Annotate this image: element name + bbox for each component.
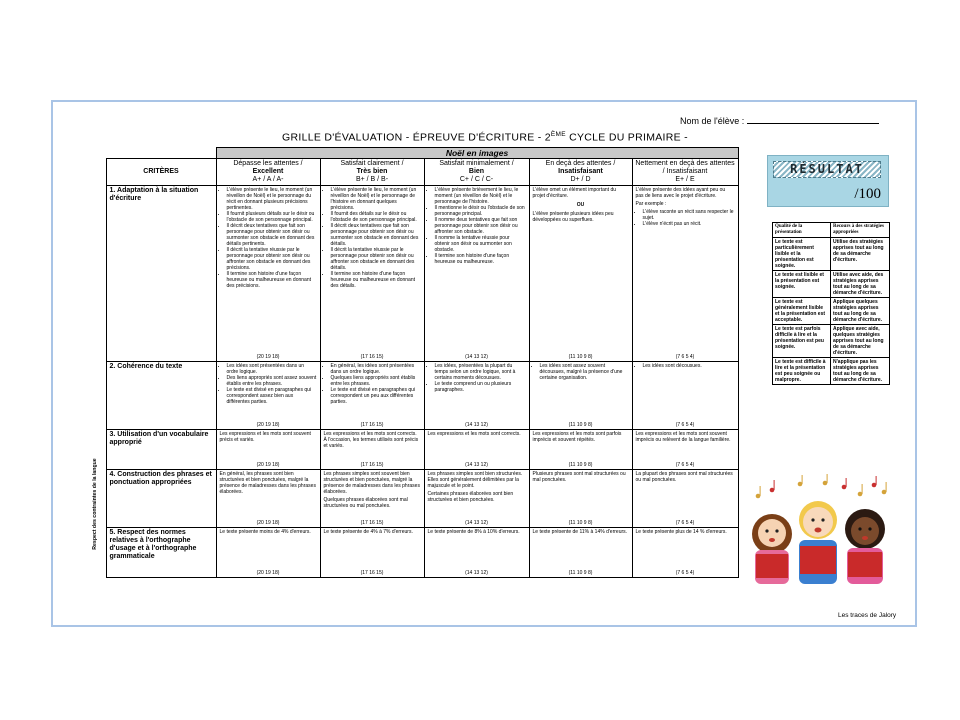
descriptor-cell — [320, 362, 424, 430]
criterion-text: 4. Construction des phrases et ponctuation appropriées — [109, 471, 212, 486]
result-stamp — [773, 161, 881, 178]
student-name-label: Nom de l'élève : — [680, 116, 745, 126]
descriptor-text: L'élève présente des idées ayant peu ou pas de liens avec le projet d'écriture. — [635, 187, 726, 199]
student-name-line[interactable] — [747, 115, 879, 124]
level-name: Bien — [468, 168, 485, 175]
level-header — [424, 159, 529, 186]
level-header — [529, 159, 632, 186]
score-scale: (14 13 12) — [465, 462, 488, 468]
score-scale: (17 16 15) — [360, 354, 384, 360]
blank-cell — [84, 186, 106, 362]
descriptor-cell — [320, 430, 424, 470]
descriptor-text: Le texte présente moins de 4% d'erreurs. — [219, 529, 311, 535]
criterion-text: 1. Adaptation à la situation d'écriture — [109, 187, 199, 202]
descriptor-text: Certaines phrases élaborées sont bien structurées et bien ponctuées. — [427, 491, 514, 503]
descriptor-cell — [424, 470, 529, 528]
score-scale: (11 10 9 8) — [568, 354, 593, 360]
criterion-label — [106, 186, 216, 362]
legend-strategies-cell: N'applique pas les stratégies apprises tout au long de sa démarche d'écriture. — [831, 358, 890, 385]
descriptor-item: • En général, les idées sont présentées dans un ordre logique. — [331, 363, 421, 375]
score-scale: (7 6 5 4) — [675, 570, 695, 576]
result-stamp-text: RÉSULTAT — [790, 162, 864, 176]
score-scale: (14 13 12) — [465, 570, 488, 576]
level-grades: D+ / D — [570, 176, 591, 183]
score-scale: (11 10 9 8) — [568, 570, 593, 576]
level-grades: E+ / E — [675, 176, 695, 183]
level-title: Satisfait clairement / — [340, 160, 404, 167]
level-grades: A+ / A / A- — [252, 176, 284, 183]
descriptor-item: • Le texte comprend un ou plusieurs paragraphes. — [435, 381, 526, 393]
descriptor-item: • Des liens appropriés sont assez souvent établis entre les phrases. — [227, 375, 317, 387]
descriptor-item: • Il décrit la tentative réussie par le personnage pour obtenir son désir ou affronter son obstacle en donnant des précisions. — [227, 247, 317, 271]
descriptor-item: • Il nomme deux tentatives que fait son personnage pour obtenir son désir ou affronter son obstacle. — [435, 217, 526, 235]
level-grades: B+ / B / B- — [355, 176, 389, 183]
title-tail: CYCLE DU PRIMAIRE - — [565, 131, 688, 144]
descriptor-cell — [632, 430, 738, 470]
side-label-text: Respect des contraintes de la langue — [91, 457, 98, 550]
evaluation-grid — [84, 147, 739, 578]
score-scale: (17 16 15) — [360, 422, 384, 428]
title-sup: ÈME — [550, 131, 566, 138]
score-scale: (20 19 18) — [256, 422, 280, 428]
descriptor-text: Les expressions et les mots sont corrects. À l'occasion, les termes utilisés sont précis et variés. — [323, 431, 419, 449]
criterion-row — [84, 430, 738, 470]
descriptor-text: Le texte présente de 11% à 14% d'erreurs. — [532, 529, 628, 535]
descriptor-item: • Les idées sont présentées dans un ordre logique. — [227, 363, 317, 375]
score-scale: (7 6 5 4) — [675, 520, 695, 526]
descriptor-cell — [529, 186, 632, 362]
legend-strategies-cell: Utilise des stratégies apprises tout au long de sa démarche d'écriture. — [831, 238, 890, 271]
legend-presentation-cell: Le texte est difficile à lire et la présentation est peu soignée ou malpropre. — [773, 358, 831, 385]
criterion-row — [84, 528, 738, 578]
legend-table — [772, 222, 890, 385]
score-scale: (20 19 18) — [256, 570, 280, 576]
descriptor-cell — [216, 362, 320, 430]
descriptor-item: • Les idées sont assez souvent décousues, malgré la présence d'une certaine organisation. — [540, 363, 629, 381]
descriptor-cell — [632, 186, 738, 362]
descriptor-item: • L'élève présente le lieu, le moment (un réveillon de Noël) et le personnage du récit en donnant plusieurs précisions pertinentes. — [227, 187, 317, 211]
descriptor-item: • Il termine son histoire d'une façon heureuse ou malheureuse en donnant des précisions. — [227, 271, 317, 289]
legend-row — [773, 325, 890, 358]
level-name: Excellent — [252, 168, 284, 175]
score-scale: (20 19 18) — [256, 354, 280, 360]
criterion-label — [106, 430, 216, 470]
blank-cell — [84, 148, 106, 159]
criteria-header: CRITÈRES — [106, 159, 216, 186]
level-title: Dépasse les attentes / — [233, 160, 303, 167]
descriptor-text: OU — [576, 202, 585, 208]
student-name-field — [680, 115, 879, 126]
descriptor-cell — [529, 430, 632, 470]
theme-banner: Noël en images — [216, 148, 738, 159]
score-scale: (17 16 15) — [360, 570, 384, 576]
score-scale: (7 6 5 4) — [675, 354, 695, 360]
descriptor-item: • Il décrit deux tentatives que fait son personnage pour obtenir son désir ou surmonter son obstacle en donnant des détails pertinents. — [227, 223, 317, 247]
level-title: En deçà des attentes / — [545, 160, 616, 167]
criterion-row — [84, 186, 738, 362]
descriptor-cell — [216, 430, 320, 470]
level-header — [320, 159, 424, 186]
score-scale: (11 10 9 8) — [568, 520, 593, 526]
descriptor-text: Quelques phrases élaborées sont mal structurées ou mal ponctuées. — [323, 497, 408, 509]
descriptor-cell — [632, 528, 738, 578]
legend-row — [773, 358, 890, 385]
descriptor-item: • Il termine son histoire d'une façon heureuse ou malheureuse. — [435, 253, 526, 265]
legend-row — [773, 238, 890, 271]
legend-presentation-cell: Le texte est particulièrement lisible et la présentation est soignée. — [773, 238, 831, 271]
descriptor-cell — [632, 362, 738, 430]
legend-row — [773, 298, 890, 325]
level-title: Nettement en deçà des attentes / Insatisfaisant — [635, 160, 735, 175]
score-scale: (17 16 15) — [360, 462, 384, 468]
title-main: GRILLE D'ÉVALUATION - ÉPREUVE D'ÉCRITURE - 2 — [282, 131, 551, 144]
descriptor-item: • L'élève n'écrit pas un récit. — [643, 221, 735, 227]
score-scale: (14 13 12) — [465, 520, 488, 526]
level-grades: C+ / C / C- — [459, 176, 494, 183]
score-scale: (14 13 12) — [465, 354, 488, 360]
descriptor-cell — [216, 186, 320, 362]
score-scale: (7 6 5 4) — [675, 422, 695, 428]
descriptor-item: • Il mentionne le désir ou l'obstacle de son personnage principal. — [435, 205, 526, 217]
criterion-label — [106, 362, 216, 430]
descriptor-cell — [424, 430, 529, 470]
legend-header-strategies: Recours à des stratégies appropriées — [831, 223, 890, 238]
level-title: Satisfait minimalement / — [439, 160, 514, 167]
legend-header-presentation: Qualité de la présentation — [773, 223, 831, 238]
descriptor-cell — [216, 528, 320, 578]
score-scale: (7 6 5 4) — [675, 462, 695, 468]
credit-text: Les traces de Jalory — [838, 612, 897, 619]
descriptor-text: Plusieurs phrases sont mal structurées ou mal ponctuées. — [532, 471, 626, 483]
descriptor-text: Les expressions et les mots sont parfois imprécis et souvent répétés. — [532, 431, 622, 443]
descriptor-text: Le texte présente plus de 14 % d'erreurs. — [635, 529, 727, 535]
blank-cell — [106, 148, 216, 159]
descriptor-item: • Quelques liens appropriés sont établis entre les phrases. — [331, 375, 421, 387]
descriptor-item: • Il termine son histoire d'une façon heureuse ou malheureuse en donnant des détails. — [331, 271, 421, 289]
descriptor-text: Le texte présente de 8% à 10% d'erreurs. — [427, 529, 520, 535]
descriptor-cell — [529, 528, 632, 578]
legend-presentation-cell: Le texte est lisible et la présentation est soignée. — [773, 271, 831, 298]
descriptor-item: • Il décrit deux tentatives que fait son personnage pour obtenir son désir ou surmonter son obstacle en donnant des détails. — [331, 223, 421, 247]
descriptor-text: L'élève omet un élément important du projet d'écriture. — [532, 187, 617, 199]
descriptor-cell — [320, 186, 424, 362]
descriptor-text: Les phrases simples sont bien structurées. Elles sont généralement délimitées par la majuscule et le point. — [427, 471, 523, 489]
descriptor-text: Les expressions et les mots sont souvent imprécis ou relèvent de la langue familière. — [635, 431, 731, 443]
descriptor-cell — [424, 186, 529, 362]
descriptor-cell — [320, 528, 424, 578]
legend-strategies-cell: Applique quelques stratégies apprises tout au long de sa démarche d'écriture. — [831, 298, 890, 325]
descriptor-cell — [632, 470, 738, 528]
score-scale: (17 16 15) — [360, 520, 384, 526]
descriptor-item: • Le texte est divisé en paragraphes qui correspondent un peu aux différentes parties. — [331, 387, 421, 405]
descriptor-item: • L'élève raconte un récit sans respecter le sujet. — [643, 209, 735, 221]
descriptor-text: Les phrases simples sont souvent bien structurées et bien ponctuées, malgré la présence de maladresses dans les phrases élaborées. — [323, 471, 420, 495]
criterion-text: 5. Respect des normes relatives à l'orthographe d'usage et à l'orthographe grammaticale — [109, 529, 197, 560]
music-note-icon — [756, 474, 887, 498]
descriptor-item: • Il décrit la tentative réussie par le personnage pour obtenir son désir ou affronter son obstacle en donnant des détails. — [331, 247, 421, 271]
descriptor-item: • Les idées sont décousues. — [643, 363, 735, 369]
descriptor-cell — [424, 362, 529, 430]
descriptor-cell — [320, 470, 424, 528]
descriptor-cell — [424, 528, 529, 578]
descriptor-text: Par exemple : — [635, 201, 667, 207]
descriptor-item: • Il nomme la tentative réussie pour obtenir son désir ou surmonter son obstacle. — [435, 235, 526, 253]
descriptor-text: En général, les phrases sont bien structurées et bien ponctuées, malgré la présence de maladresses dans les phrases élaborées. — [219, 471, 316, 495]
level-header — [216, 159, 320, 186]
descriptor-item: • L'élève présente le lieu, le moment (un réveillon de Noël) et le personnage de l'histoire en donnant quelques précisions. — [331, 187, 421, 211]
criterion-text: 2. Cohérence du texte — [109, 363, 183, 370]
descriptor-text: L'élève présente plusieurs idées peu développées ou superflues. — [532, 211, 614, 223]
score-scale: (20 19 18) — [256, 520, 280, 526]
legend-strategies-cell: Applique avec aide, quelques stratégies apprises tout au long de sa démarche d'écriture. — [831, 325, 890, 358]
blank-cell — [84, 362, 106, 430]
legend-presentation-cell: Le texte est généralement lisible et la présentation est acceptable. — [773, 298, 831, 325]
descriptor-cell — [529, 470, 632, 528]
descriptor-item: • Les idées, présentées la plupart du temps selon un ordre logique, sont à certains moments décousues. — [435, 363, 526, 381]
descriptor-text: Les expressions et les mots sont corrects. — [427, 431, 521, 437]
descriptor-text: Le texte présente de 4% à 7% d'erreurs. — [323, 529, 413, 535]
score-scale: (11 10 9 8) — [568, 462, 593, 468]
criterion-row — [84, 470, 738, 528]
score-scale: (11 10 9 8) — [568, 422, 593, 428]
blank-cell — [84, 159, 106, 186]
criterion-text: 3. Utilisation d'un vocabulaire approprié — [109, 431, 209, 446]
criterion-label — [106, 470, 216, 528]
result-score: /100 — [854, 186, 881, 202]
descriptor-cell — [216, 470, 320, 528]
descriptor-cell — [529, 362, 632, 430]
score-scale: (14 13 12) — [465, 422, 488, 428]
descriptor-item: • Le texte est divisé en paragraphes qui correspondent assez bien aux différentes parties. — [227, 387, 317, 405]
children-singing-illustration — [748, 474, 890, 586]
descriptor-item: • Il fournit des détails sur le désir ou l'obstacle de son personnage principal. — [331, 211, 421, 223]
descriptor-text: Les expressions et les mots sont souvent précis et variés. — [219, 431, 311, 443]
descriptor-text: La plupart des phrases sont mal structurées ou mal ponctuées. — [635, 471, 733, 483]
legend-strategies-cell: Utilise avec aide, des stratégies apprises tout au long de sa démarche d'écriture. — [831, 271, 890, 298]
legend-presentation-cell: Le texte est parfois difficile à lire et la présentation est peu soignée. — [773, 325, 831, 358]
criterion-label — [106, 528, 216, 578]
criterion-row — [84, 362, 738, 430]
score-scale: (20 19 18) — [256, 462, 280, 468]
level-name: Insatisfaisant — [558, 168, 603, 175]
result-box — [767, 155, 889, 207]
side-label — [84, 430, 106, 578]
document-title — [282, 131, 688, 144]
legend-row — [773, 271, 890, 298]
level-name: Très bien — [356, 168, 388, 175]
descriptor-item: • L'élève présente brièvement le lieu, le moment (un réveillon de Noël) et le personnage de l'histoire. — [435, 187, 526, 205]
descriptor-item: • Il fournit plusieurs détails sur le désir ou l'obstacle de son personnage principal. — [227, 211, 317, 223]
level-header — [632, 159, 738, 186]
